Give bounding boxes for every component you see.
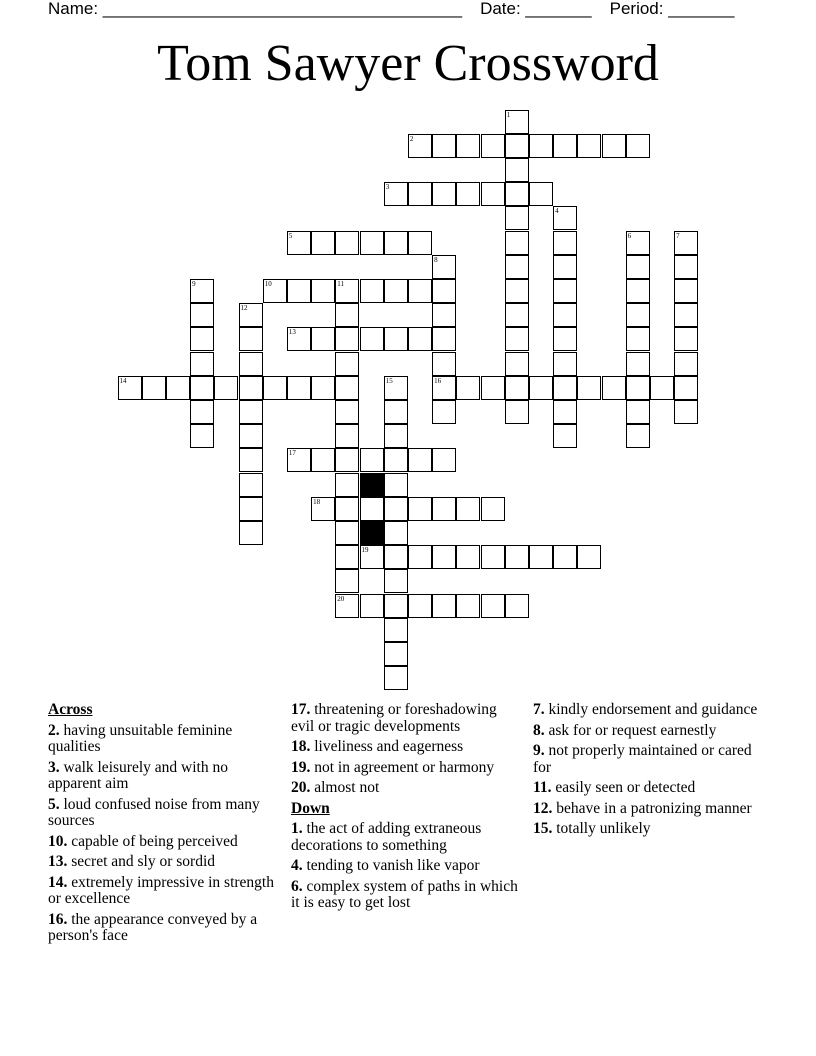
answer-cell[interactable] <box>384 448 408 472</box>
answer-cell[interactable] <box>432 182 456 206</box>
clue-number: 11. <box>533 779 552 796</box>
answer-cell[interactable] <box>360 594 384 618</box>
period-field[interactable]: Period: _______ <box>609 0 735 18</box>
answer-cell[interactable] <box>142 376 166 400</box>
across-heading: Across <box>48 701 93 718</box>
answer-cell[interactable] <box>553 279 577 303</box>
answer-cell[interactable] <box>505 545 529 569</box>
answer-cell[interactable] <box>190 376 214 400</box>
clue-text: extremely impressive in strength or excellence <box>48 873 274 907</box>
answer-cell[interactable] <box>674 327 698 351</box>
down-clue <box>533 702 761 719</box>
clue-number-label: 6 <box>627 231 632 240</box>
clue-text: liveliness and eagerness <box>314 738 464 755</box>
clue-text: behave in a patronizing manner <box>556 799 752 817</box>
answer-cell[interactable] <box>335 400 359 424</box>
answer-cell[interactable] <box>335 376 359 400</box>
clue-number-label: 5 <box>288 231 293 240</box>
answer-cell[interactable] <box>311 448 335 472</box>
answer-cell[interactable] <box>239 448 263 472</box>
answer-cell[interactable] <box>263 376 287 400</box>
across-clue <box>291 702 519 735</box>
answer-cell[interactable] <box>626 279 650 303</box>
answer-cell[interactable] <box>529 182 553 206</box>
clue-text: not properly maintained or cared for <box>533 742 752 776</box>
answer-cell[interactable] <box>384 497 408 521</box>
answer-cell[interactable] <box>360 497 384 521</box>
clue-number-label: 20 <box>337 594 345 603</box>
answer-cell[interactable] <box>481 376 505 400</box>
answer-cell[interactable] <box>626 255 650 279</box>
across-clue <box>291 739 519 756</box>
answer-cell[interactable] <box>674 303 698 327</box>
answer-cell[interactable] <box>553 400 577 424</box>
answer-cell[interactable] <box>505 158 529 182</box>
answer-cell[interactable] <box>505 400 529 424</box>
answer-cell[interactable] <box>360 231 384 255</box>
answer-cell[interactable] <box>577 376 601 400</box>
answer-cell[interactable] <box>626 376 650 400</box>
page-title: Tom Sawyer Crossword <box>157 35 659 92</box>
clue-number: 13. <box>48 853 68 870</box>
clue-number: 14. <box>48 873 68 891</box>
answer-cell[interactable] <box>529 134 553 158</box>
answer-cell[interactable] <box>335 327 359 351</box>
answer-cell[interactable] <box>456 134 480 158</box>
answer-cell[interactable] <box>311 279 335 303</box>
answer-cell[interactable] <box>239 473 263 497</box>
clue-number-label: 11 <box>337 279 345 288</box>
name-field[interactable]: Name: ______________________________________ <box>48 0 463 18</box>
clue-text: secret and sly or sordid <box>71 853 216 870</box>
answer-cell[interactable] <box>602 134 626 158</box>
answer-cell[interactable] <box>432 448 456 472</box>
down-clue <box>291 858 519 875</box>
answer-cell[interactable] <box>384 618 408 642</box>
clue-number: 3. <box>48 758 60 776</box>
answer-cell[interactable] <box>239 521 263 545</box>
answer-cell[interactable] <box>529 545 553 569</box>
answer-cell[interactable] <box>481 134 505 158</box>
across-clue <box>48 760 276 793</box>
clue-number-label: 8 <box>434 255 438 264</box>
answer-cell[interactable] <box>553 327 577 351</box>
clue-number: 1. <box>291 820 303 837</box>
clue-text: walk leisurely and with no apparent aim <box>48 758 228 792</box>
answer-cell[interactable] <box>239 376 263 400</box>
answer-cell[interactable] <box>553 303 577 327</box>
answer-cell[interactable] <box>577 545 601 569</box>
answer-cell[interactable] <box>384 642 408 666</box>
answer-cell[interactable] <box>190 400 214 424</box>
answer-cell[interactable] <box>674 400 698 424</box>
clue-text: kindly endorsement and guidance <box>548 701 758 718</box>
clue-number-label: 9 <box>192 279 196 288</box>
answer-cell[interactable] <box>408 448 432 472</box>
answer-cell[interactable] <box>311 327 335 351</box>
down-clue <box>533 821 761 838</box>
clue-text: loud confused noise from many sources <box>48 795 260 829</box>
answer-cell[interactable] <box>432 352 456 376</box>
answer-cell[interactable] <box>553 352 577 376</box>
answer-cell[interactable] <box>239 327 263 351</box>
answer-cell[interactable] <box>360 448 384 472</box>
clue-number: 4. <box>291 857 303 874</box>
answer-cell[interactable] <box>481 182 505 206</box>
answer-cell[interactable] <box>311 231 335 255</box>
answer-cell[interactable] <box>384 521 408 545</box>
answer-cell[interactable] <box>408 182 432 206</box>
answer-cell[interactable] <box>239 424 263 448</box>
clue-number: 2. <box>48 721 60 739</box>
clue-text: the appearance conveyed by a person's face <box>48 910 258 944</box>
answer-cell[interactable] <box>190 424 214 448</box>
answer-cell[interactable] <box>481 497 505 521</box>
answer-cell[interactable] <box>335 303 359 327</box>
answer-cell[interactable] <box>384 400 408 424</box>
answer-cell[interactable] <box>505 182 529 206</box>
across-clue <box>48 875 276 908</box>
answer-cell[interactable] <box>408 497 432 521</box>
answer-cell[interactable] <box>335 352 359 376</box>
answer-cell[interactable] <box>456 182 480 206</box>
clue-number: 16. <box>48 910 68 928</box>
down-heading: Down <box>291 799 330 817</box>
answer-cell[interactable] <box>432 497 456 521</box>
answer-cell[interactable] <box>190 327 214 351</box>
answer-cell[interactable] <box>335 473 359 497</box>
answer-cell[interactable] <box>553 231 577 255</box>
answer-cell[interactable] <box>287 279 311 303</box>
answer-cell[interactable] <box>505 376 529 400</box>
answer-cell[interactable] <box>456 497 480 521</box>
clue-number-label: 17 <box>288 449 296 458</box>
answer-cell[interactable] <box>408 279 432 303</box>
clue-number: 12. <box>533 799 553 817</box>
clue-number: 17. <box>291 701 311 718</box>
across-clue <box>291 780 519 797</box>
answer-cell[interactable] <box>166 376 190 400</box>
answer-cell[interactable] <box>384 545 408 569</box>
across-clue <box>48 854 276 871</box>
answer-cell[interactable] <box>553 255 577 279</box>
answer-cell[interactable] <box>432 400 456 424</box>
answer-cell[interactable] <box>505 279 529 303</box>
clue-number: 15. <box>533 820 553 837</box>
answer-cell[interactable] <box>239 497 263 521</box>
answer-cell[interactable] <box>626 327 650 351</box>
clue-number-label: 3 <box>385 183 390 192</box>
answer-cell[interactable] <box>360 279 384 303</box>
answer-cell[interactable] <box>408 231 432 255</box>
clue-number: 10. <box>48 832 68 850</box>
answer-cell[interactable] <box>408 545 432 569</box>
clue-number: 6. <box>291 877 303 895</box>
clue-text: almost not <box>314 779 380 796</box>
answer-cell[interactable] <box>505 327 529 351</box>
answer-cell[interactable] <box>505 255 529 279</box>
clue-number: 8. <box>533 721 545 739</box>
answer-cell[interactable] <box>335 569 359 593</box>
answer-cell[interactable] <box>335 545 359 569</box>
down-clue <box>291 821 519 854</box>
clue-number-label: 16 <box>434 376 442 385</box>
clue-number: 19. <box>291 758 311 776</box>
clue-text: tending to vanish like vapor <box>306 857 480 874</box>
answer-cell[interactable] <box>384 569 408 593</box>
answer-cell[interactable] <box>529 376 553 400</box>
answer-cell[interactable] <box>674 255 698 279</box>
down-clue <box>533 723 761 740</box>
clue-number-label: 15 <box>385 376 393 385</box>
answer-cell[interactable] <box>432 134 456 158</box>
answer-cell[interactable] <box>214 376 238 400</box>
answer-cell[interactable] <box>190 352 214 376</box>
down-clue <box>291 879 519 912</box>
answer-cell[interactable] <box>553 545 577 569</box>
answer-cell[interactable] <box>384 424 408 448</box>
clue-number-label: 14 <box>119 376 127 385</box>
answer-cell[interactable] <box>481 545 505 569</box>
answer-cell[interactable] <box>384 327 408 351</box>
clue-number: 5. <box>48 795 60 813</box>
answer-cell[interactable] <box>384 473 408 497</box>
clue-number-label: 12 <box>240 304 248 313</box>
answer-cell[interactable] <box>432 594 456 618</box>
clue-text: complex system of paths in which it is easy to get lost <box>291 877 518 911</box>
answer-cell[interactable] <box>505 206 529 230</box>
answer-cell[interactable] <box>626 134 650 158</box>
clue-number-label: 1 <box>506 110 511 119</box>
answer-cell[interactable] <box>505 134 529 158</box>
clue-number-label: 2 <box>409 134 414 143</box>
answer-cell[interactable] <box>553 134 577 158</box>
answer-cell[interactable] <box>408 327 432 351</box>
across-clue <box>291 760 519 777</box>
clue-text: the act of adding extraneous decorations to something <box>291 820 482 854</box>
clue-column-3 <box>533 702 761 842</box>
answer-cell[interactable] <box>190 303 214 327</box>
clue-number-label: 13 <box>288 328 296 337</box>
answer-cell[interactable] <box>456 376 480 400</box>
clue-number: 18. <box>291 738 311 755</box>
clue-number: 20. <box>291 779 311 796</box>
answer-cell[interactable] <box>456 545 480 569</box>
answer-cell[interactable] <box>384 231 408 255</box>
answer-cell[interactable] <box>602 376 626 400</box>
answer-cell[interactable] <box>335 424 359 448</box>
clue-number: 7. <box>533 701 545 718</box>
answer-cell[interactable] <box>335 497 359 521</box>
answer-cell[interactable] <box>626 424 650 448</box>
answer-cell[interactable] <box>360 327 384 351</box>
across-clue <box>48 912 276 945</box>
answer-cell[interactable] <box>650 376 674 400</box>
answer-cell[interactable] <box>626 303 650 327</box>
answer-cell[interactable] <box>335 521 359 545</box>
answer-cell[interactable] <box>553 376 577 400</box>
clue-text: threatening or foreshadowing evil or tragic developments <box>291 701 497 735</box>
answer-cell[interactable] <box>311 376 335 400</box>
answer-cell[interactable] <box>384 279 408 303</box>
answer-cell[interactable] <box>505 303 529 327</box>
answer-cell[interactable] <box>239 352 263 376</box>
black-square <box>360 473 384 497</box>
answer-cell[interactable] <box>674 376 698 400</box>
down-clue <box>533 780 761 797</box>
date-field[interactable]: Date: _______ <box>480 0 592 18</box>
clue-column-1 <box>48 702 276 949</box>
black-square <box>360 521 384 545</box>
down-clue <box>533 801 761 818</box>
clue-number-label: 18 <box>313 497 321 506</box>
answer-cell[interactable] <box>505 352 529 376</box>
answer-cell[interactable] <box>335 448 359 472</box>
clue-column-2 <box>291 702 519 916</box>
answer-cell[interactable] <box>432 279 456 303</box>
answer-cell[interactable] <box>674 279 698 303</box>
answer-cell[interactable] <box>287 376 311 400</box>
clue-number-label: 10 <box>264 279 272 288</box>
down-clue <box>533 743 761 776</box>
answer-cell[interactable] <box>481 594 505 618</box>
answer-cell[interactable] <box>626 400 650 424</box>
answer-cell[interactable] <box>432 327 456 351</box>
across-clue <box>48 834 276 851</box>
clue-number-label: 7 <box>676 231 680 240</box>
clue-text: totally unlikely <box>556 820 651 837</box>
answer-cell[interactable] <box>553 424 577 448</box>
across-clue <box>48 797 276 830</box>
clue-text: having unsuitable feminine qualities <box>48 721 233 755</box>
clue-number: 9. <box>533 742 545 759</box>
answer-cell[interactable] <box>432 303 456 327</box>
answer-cell[interactable] <box>432 545 456 569</box>
answer-cell[interactable] <box>384 666 408 690</box>
answer-cell[interactable] <box>408 594 432 618</box>
answer-cell[interactable] <box>577 134 601 158</box>
answer-cell[interactable] <box>456 594 480 618</box>
across-clue <box>48 723 276 756</box>
answer-cell[interactable] <box>239 400 263 424</box>
clue-number-label: 19 <box>361 546 369 555</box>
answer-cell[interactable] <box>384 594 408 618</box>
clue-text: capable of being perceived <box>71 832 238 850</box>
clue-number-label: 4 <box>555 207 559 216</box>
answer-cell[interactable] <box>505 231 529 255</box>
answer-cell[interactable] <box>626 352 650 376</box>
clue-text: easily seen or detected <box>555 779 696 796</box>
answer-cell[interactable] <box>674 352 698 376</box>
answer-cell[interactable] <box>335 231 359 255</box>
clue-text: ask for or request earnestly <box>548 721 717 739</box>
answer-cell[interactable] <box>505 594 529 618</box>
clue-text: not in agreement or harmony <box>314 758 495 776</box>
